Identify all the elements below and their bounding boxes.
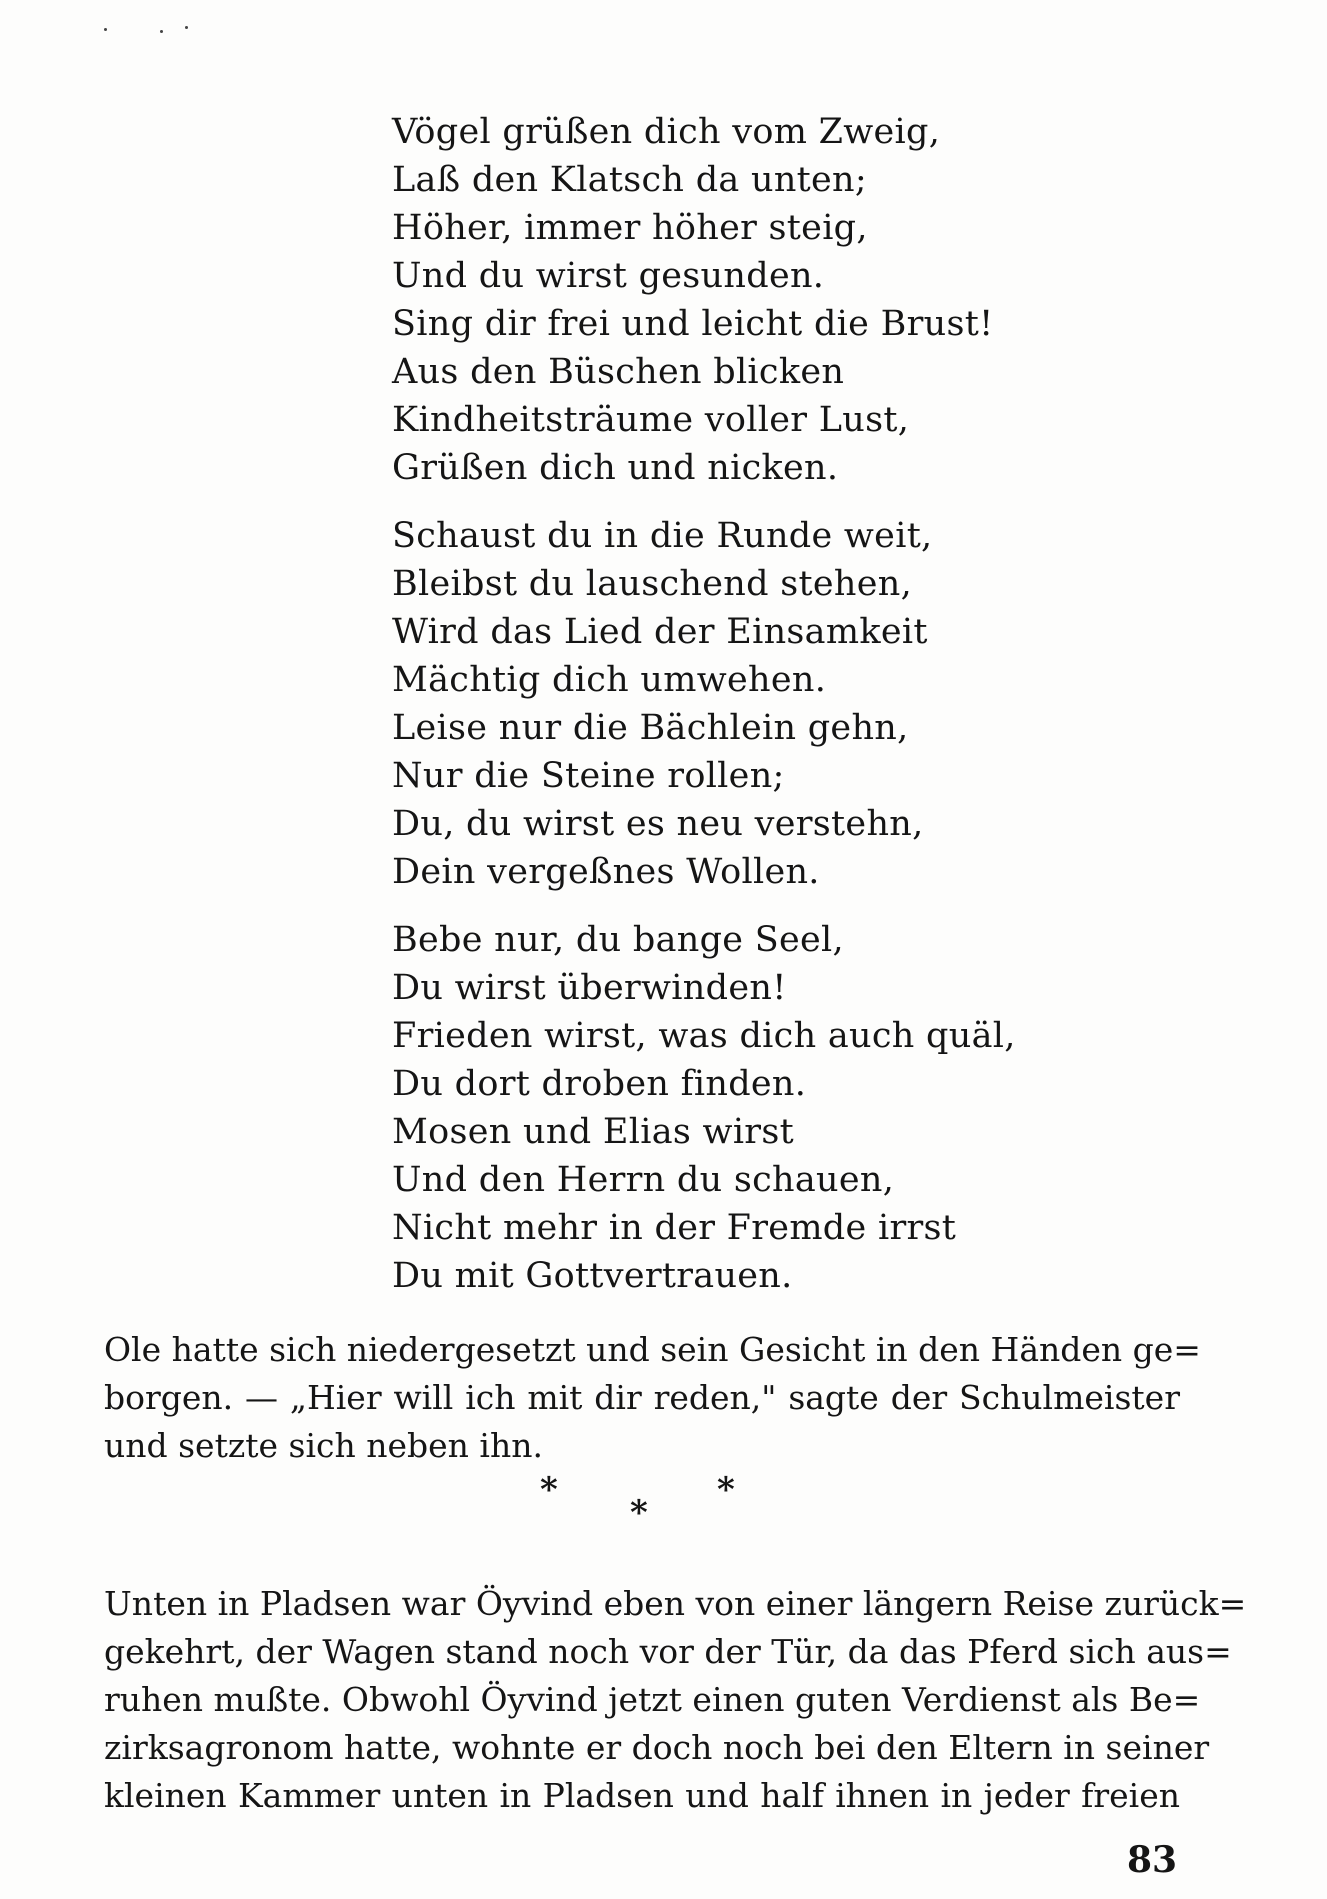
poem-line: Aus den Büschen blicken — [392, 352, 845, 392]
poem-line: Du, du wirst es neu verstehn, — [392, 804, 924, 844]
poem-line: Frieden wirst, was dich auch quäl, — [392, 1016, 1016, 1056]
section-break-asterisk: * — [717, 1470, 735, 1510]
prose-line: zirksagronom hatte, wohnte er doch noch bei den Eltern in seiner — [104, 1728, 1210, 1767]
poem-line: Laß den Klatsch da unten; — [392, 160, 867, 200]
speck — [160, 30, 163, 33]
poem-line: Höher, immer höher steig, — [392, 208, 868, 248]
poem-line: Du dort droben finden. — [392, 1064, 807, 1104]
page-number: 83 — [1127, 1839, 1178, 1881]
poem-stanza-3 — [392, 916, 1092, 1300]
prose-paragraph-2 — [104, 1580, 1247, 1820]
poem-line: Und du wirst gesunden. — [392, 256, 825, 296]
poem-line: Mosen und Elias wirst — [392, 1112, 794, 1152]
poem-line: Mächtig dich umwehen. — [392, 660, 827, 700]
poem-line: Und den Herrn du schauen, — [392, 1160, 895, 1200]
prose-line: borgen. — „Hier will ich mit dir reden," sagte der Schulmeister — [104, 1378, 1180, 1417]
poem-line: Nur die Steine rollen; — [392, 756, 785, 796]
poem-line: Schaust du in die Runde weit, — [392, 516, 933, 556]
poem-line: Wird das Lied der Einsamkeit — [392, 612, 928, 652]
speck — [185, 26, 188, 29]
prose-line: ruhen mußte. Obwohl Öyvind jetzt einen guten Verdienst als Be= — [104, 1680, 1201, 1719]
section-break-asterisk: * — [540, 1470, 558, 1510]
prose-line: kleinen Kammer unten in Pladsen und half ihnen in jeder freien — [104, 1776, 1180, 1815]
prose-paragraph-1 — [104, 1326, 1201, 1470]
speck — [104, 28, 107, 31]
poem-stanza-1 — [392, 108, 1092, 492]
poem-line: Du wirst überwinden! — [392, 968, 787, 1008]
poem-line: Kindheitsträume voller Lust, — [392, 400, 910, 440]
poem-line: Dein vergeßnes Wollen. — [392, 852, 820, 892]
prose-line: Unten in Pladsen war Öyvind eben von einer längern Reise zurück= — [104, 1584, 1247, 1623]
prose-line: und setzte sich neben ihn. — [104, 1426, 543, 1465]
poem-line: Leise nur die Bächlein gehn, — [392, 708, 909, 748]
prose-line: Ole hatte sich niedergesetzt und sein Gesicht in den Händen ge= — [104, 1330, 1201, 1369]
poem-line: Grüßen dich und nicken. — [392, 448, 839, 488]
poem-line: Vögel grüßen dich vom Zweig, — [392, 112, 941, 152]
poem-line: Bleibst du lauschend stehen, — [392, 564, 913, 604]
poem-line: Nicht mehr in der Fremde irrst — [392, 1208, 957, 1248]
section-break-asterisk: * — [630, 1493, 648, 1533]
poem-stanza-2 — [392, 512, 1092, 896]
poem-line: Bebe nur, du bange Seel, — [392, 920, 844, 960]
prose-line: gekehrt, der Wagen stand noch vor der Tür, da das Pferd sich aus= — [104, 1632, 1232, 1671]
poem-line: Sing dir frei und leicht die Brust! — [392, 304, 994, 344]
poem-line: Du mit Gottvertrauen. — [392, 1256, 793, 1296]
